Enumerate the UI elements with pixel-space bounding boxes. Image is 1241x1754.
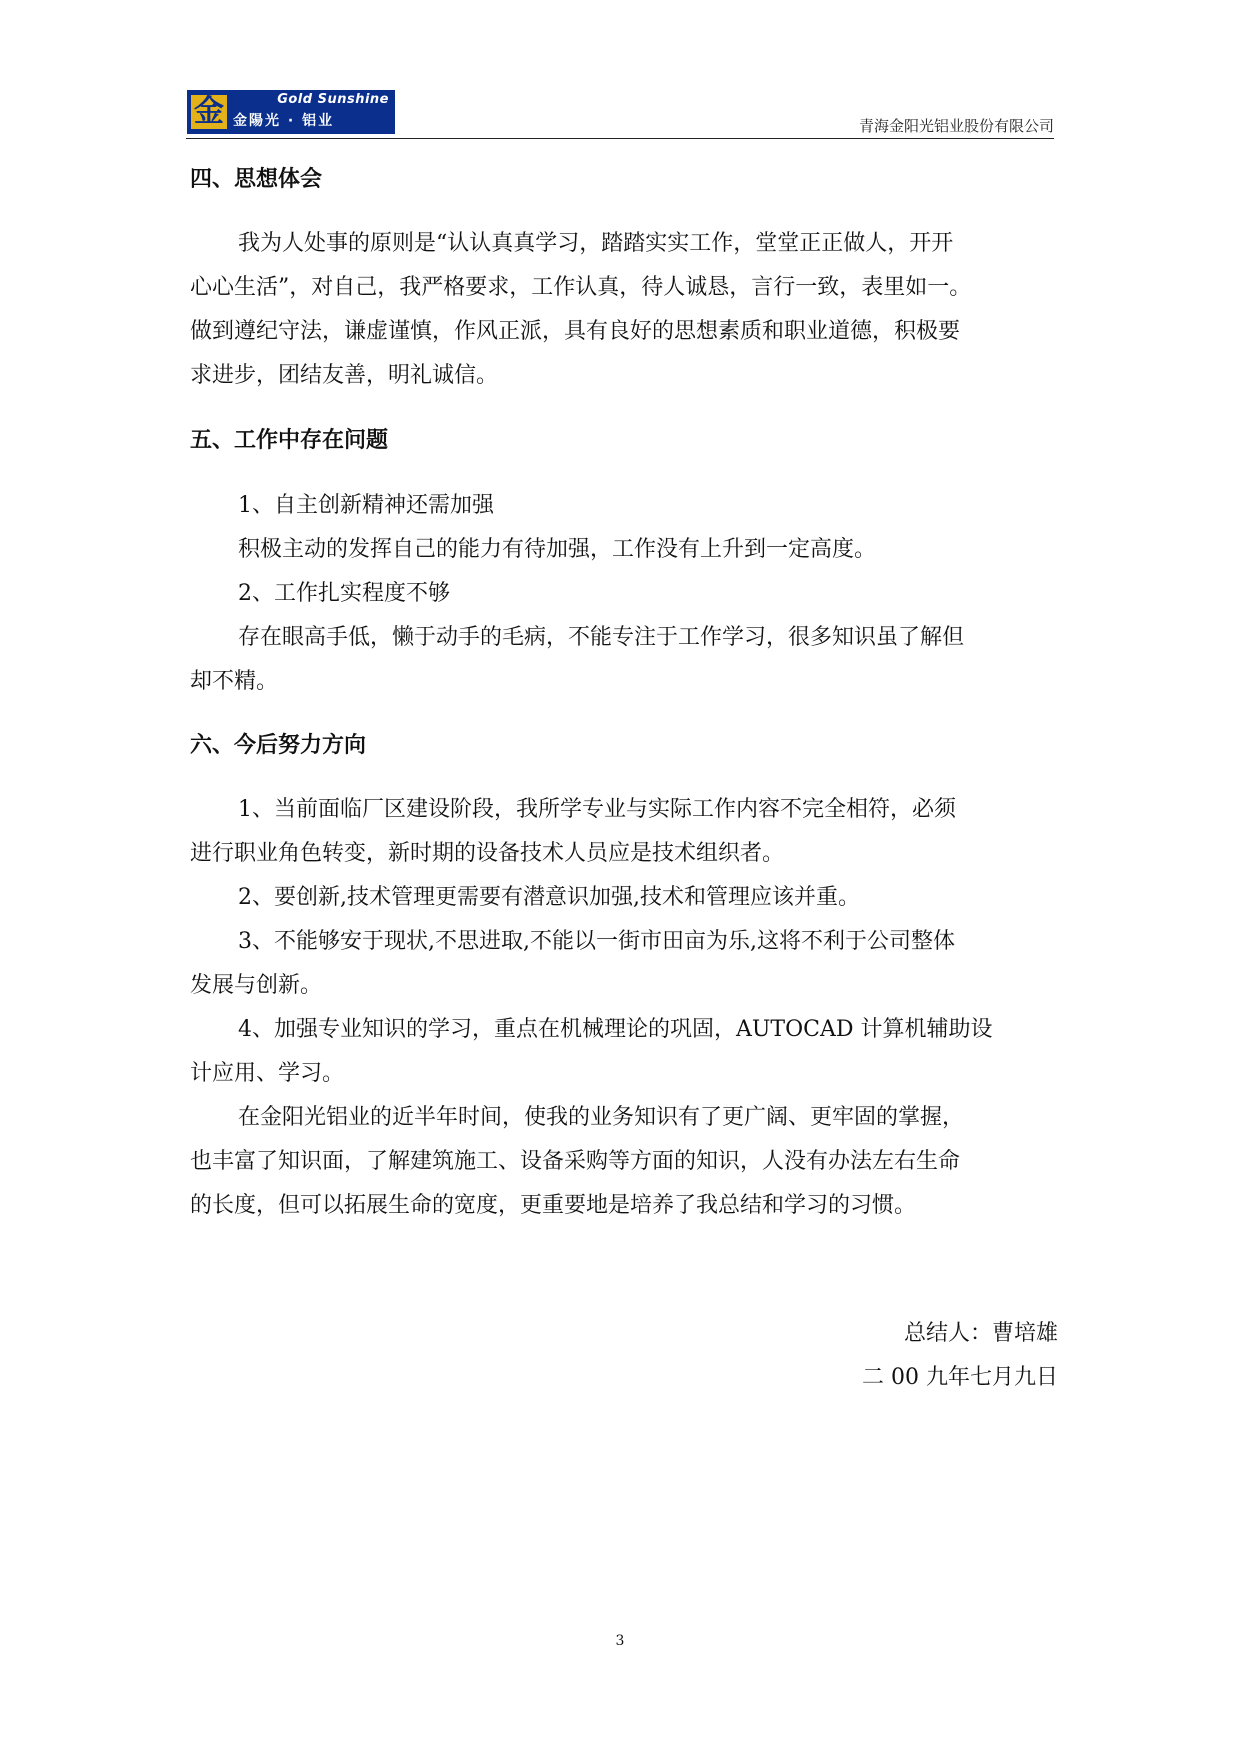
list-item: 1、自主创新精神还需加强: [238, 493, 494, 518]
paragraph-line: 做到遵纪守法，谦虚谨慎，作风正派，具有良好的思想素质和职业道德，积极要: [190, 319, 961, 344]
signature-date: 二 00 九年七月九日: [862, 1365, 1058, 1390]
paragraph-line: 发展与创新。: [190, 973, 323, 998]
paragraph-line: 我为人处事的原则是“认认真真学习，踏踏实实工作，堂堂正正做人，开开: [238, 231, 954, 256]
section-heading-4: 四、思想体会: [190, 167, 323, 192]
paragraph-line: 积极主动的发挥自己的能力有待加强，工作没有上升到一定高度。: [238, 537, 877, 562]
logo-english-text: Gold Sunshine: [277, 92, 389, 107]
company-name: 青海金阳光铝业股份有限公司: [858, 117, 1054, 135]
company-logo: [187, 90, 395, 134]
paragraph-line: 心心生活”，对自己，我严格要求，工作认真，待人诚恳，言行一致，表里如一。: [190, 275, 972, 300]
page-header: [186, 86, 1054, 140]
paragraph-line: 计应用、学习。: [190, 1061, 345, 1086]
section-heading-5: 五、工作中存在问题: [190, 428, 389, 453]
list-item: 2、要创新,技术管理更需要有潜意识加强,技术和管理应该并重。: [238, 885, 860, 910]
signature-author: 总结人：曹培雄: [903, 1321, 1058, 1346]
paragraph-line: 的长度，但可以拓展生命的宽度，更重要地是培养了我总结和学习的习惯。: [190, 1193, 917, 1218]
section-heading-6: 六、今后努力方向: [190, 733, 367, 758]
header-divider: [186, 138, 1054, 139]
paragraph-line: 存在眼高手低，懒于动手的毛病，不能专注于工作学习，很多知识虽了解但: [238, 625, 965, 650]
list-item: 2、工作扎实程度不够: [238, 581, 450, 606]
paragraph-line: 在金阳光铝业的近半年时间，使我的业务知识有了更广阔、更牢固的掌握，: [238, 1105, 965, 1130]
list-item: 1、当前面临厂区建设阶段，我所学专业与实际工作内容不完全相符，必须: [238, 797, 956, 822]
logo-chinese-text: 金陽光 · 铝业: [233, 113, 335, 129]
list-item: 4、加强专业知识的学习，重点在机械理论的巩固，AUTOCAD 计算机辅助设: [238, 1017, 993, 1042]
logo-mark-icon: 金: [191, 95, 227, 129]
paragraph-line: 求进步，团结友善，明礼诚信。: [190, 363, 499, 388]
list-item: 3、不能够安于现状,不思进取,不能以一街市田亩为乐,这将不利于公司整体: [238, 929, 955, 954]
page-number: 3: [615, 1633, 625, 1649]
paragraph-line: 也丰富了知识面，了解建筑施工、设备采购等方面的知识，人没有办法左右生命: [190, 1149, 961, 1174]
paragraph-line: 进行职业角色转变，新时期的设备技术人员应是技术组织者。: [190, 841, 785, 866]
paragraph-line: 却不精。: [190, 669, 279, 694]
